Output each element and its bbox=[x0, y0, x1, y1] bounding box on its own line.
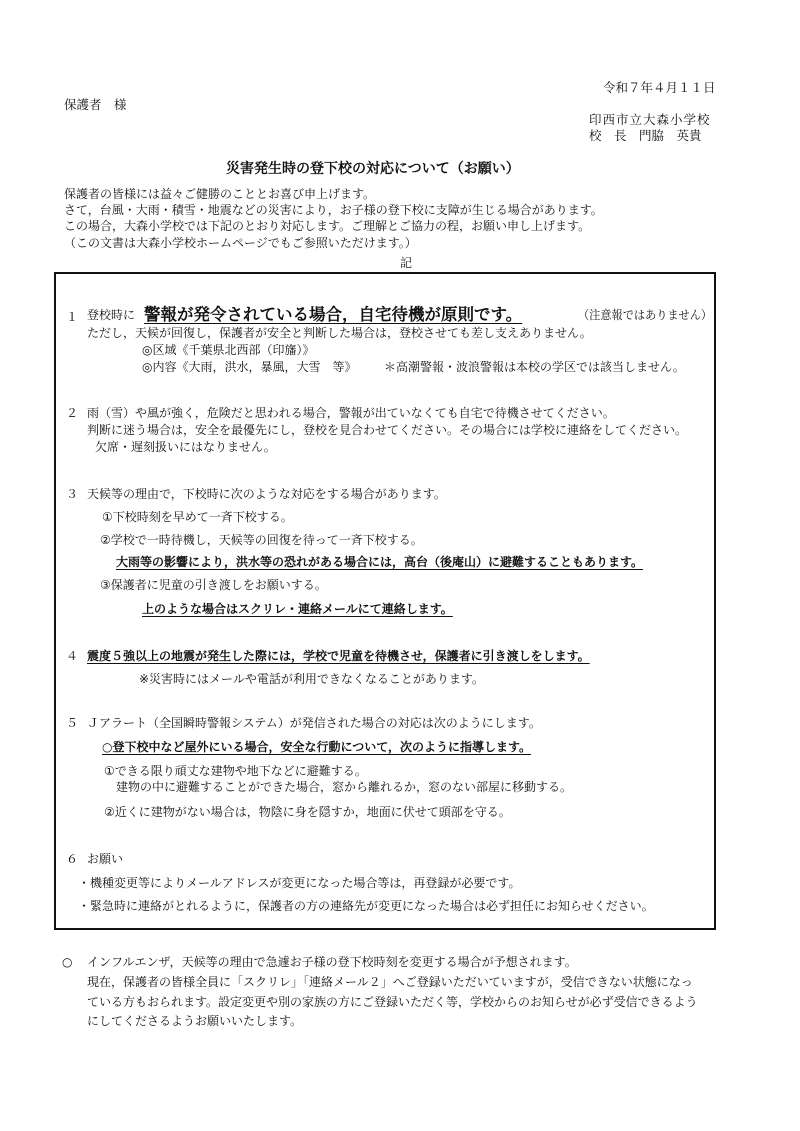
footer-circle-mark: ○ bbox=[62, 955, 73, 969]
ki-heading: 記 bbox=[400, 256, 413, 270]
item-4-number: ４ bbox=[66, 649, 79, 663]
item-3-line-1: 天候等の理由で，下校時に次のような対応をする場合があります。 bbox=[87, 487, 446, 501]
item-1-area: ◎区域《千葉県北西部（印旛）》 bbox=[142, 343, 315, 357]
document-date: 令和７年４月１１日 bbox=[603, 80, 716, 95]
intro-line-1: 保護者の皆様には益々ご健勝のこととお喜び申上げます。 bbox=[64, 187, 376, 201]
document-title: 災害発生時の登下校の対応について（お願い） bbox=[226, 161, 520, 177]
item-2-number: ２ bbox=[66, 406, 79, 420]
item-4-note: ※災害時にはメールや電話が利用できなくなることがあります。 bbox=[139, 672, 484, 686]
item-2-line-2: 判断に迷う場合は，安全を最優先にし，登校を見合わせてください。その場合には学校に連絡をしてください。 bbox=[87, 423, 688, 437]
item-3-option-1: ①下校時刻を早めて一斉下校する。 bbox=[102, 510, 293, 524]
footer-line-3: ている方もおられます。設定変更や別の家族の方にご登録いただく等，学校からのお知らせが必ず受信できるよう bbox=[87, 995, 698, 1009]
item-1-emphasis: 警報が発令されている場合，自宅待機が原則です。 bbox=[144, 305, 523, 324]
intro-line-2: さて，台風・大雨・積雪・地震などの災害により，お子様の登下校に支障が生じる場合があります。 bbox=[64, 203, 603, 217]
item-1-line-2: ただし，天候が回復し，保護者が安全と判断した場合は，登校させても差し支えありません。 bbox=[87, 326, 592, 340]
item-3-contact-note: 上のような場合はスクリレ・連絡メールにて連絡します。 bbox=[142, 602, 453, 616]
item-6-number: ６ bbox=[66, 852, 79, 866]
footer-line-4: にしてくださるようお願いいたします。 bbox=[87, 1014, 303, 1028]
item-3-option-2: ②学校で一時待機し，天候等の回復を待って一斉下校する。 bbox=[100, 533, 423, 547]
item-3-number: ３ bbox=[66, 487, 79, 501]
item-5-subheading: ○登下校中など屋外にいる場合，安全な行動について，次のように指導します。 bbox=[102, 740, 532, 754]
item-5-line-1: Ｊアラート（全国瞬時警報システム）が発信された場合の対応は次のようにします。 bbox=[87, 716, 541, 730]
footer-line-2: 現在，保護者の皆様全員に「スクリレ」「連絡メール２」へご登録いただいていますが，受信できない状態になっ bbox=[87, 975, 693, 989]
item-6-bullet-1: ・機種変更等によりメールアドレスが変更になった場合等は，再登録が必要です。 bbox=[78, 876, 521, 890]
recipient: 保護者 様 bbox=[64, 97, 127, 112]
item-5-point-1: ①できる限り頑丈な建物や地下などに避難する。 bbox=[104, 764, 367, 778]
item-3-option-3: ③保護者に児童の引き渡しをお願いする。 bbox=[100, 578, 327, 592]
item-1-note: （注意報ではありません） bbox=[578, 308, 713, 322]
item-1-number: １ bbox=[66, 310, 79, 324]
intro-line-3: この場合，大森小学校では下記のとおり対応します。ご理解とご協力の程，お願い申し上げます。 bbox=[64, 219, 591, 233]
item-2-line-3: 欠席・遅刻扱いにはなりません。 bbox=[95, 440, 276, 454]
item-6-bullet-2: ・緊急時に連絡がとれるように，保護者の方の連絡先が変更になった場合は必ず担任にお知らせください。 bbox=[78, 899, 654, 913]
school-name: 印西市立大森小学校 bbox=[589, 112, 711, 127]
item-5-number: ５ bbox=[66, 716, 79, 730]
item-3-option-2-note: 大雨等の影響により，洪水等の恐れがある場合には，高台（後庵山）に避難することもあります。 bbox=[116, 555, 644, 569]
principal-name: 校 長 門脇 英貴 bbox=[589, 128, 702, 143]
item-1-prefix: 登校時に bbox=[87, 308, 136, 322]
item-6-title: お願い bbox=[87, 852, 124, 866]
item-5-point-2: ②近くに建物がない場合は，物陰に身を隠すか，地面に伏せて頭部を守る。 bbox=[104, 805, 511, 819]
item-1-content-note: ＊高潮警報・波浪警報は本校の学区では該当しません。 bbox=[384, 360, 685, 374]
item-1-content: ◎内容《大雨，洪水，暴風，大雪 等》 bbox=[142, 360, 357, 374]
footer-line-1: インフルエンザ，天候等の理由で急遽お子様の登下校時刻を変更する場合が予想されます。 bbox=[87, 955, 577, 969]
item-4-line-1: 震度５強以上の地震が発生した際には，学校で児童を待機させ，保護者に引き渡しをします。 bbox=[87, 649, 590, 663]
item-2-line-1: 雨（雪）や風が強く，危険だと思われる場合，警報が出ていなくても自宅で待機させてください。 bbox=[87, 406, 615, 420]
item-5-point-1-detail: 建物の中に避難することができた場合，窓から離れるか，窓のない部屋に移動する。 bbox=[116, 780, 573, 794]
intro-line-4: （この文書は大森小学校ホームページでもご参照いただけます。） bbox=[64, 236, 417, 250]
